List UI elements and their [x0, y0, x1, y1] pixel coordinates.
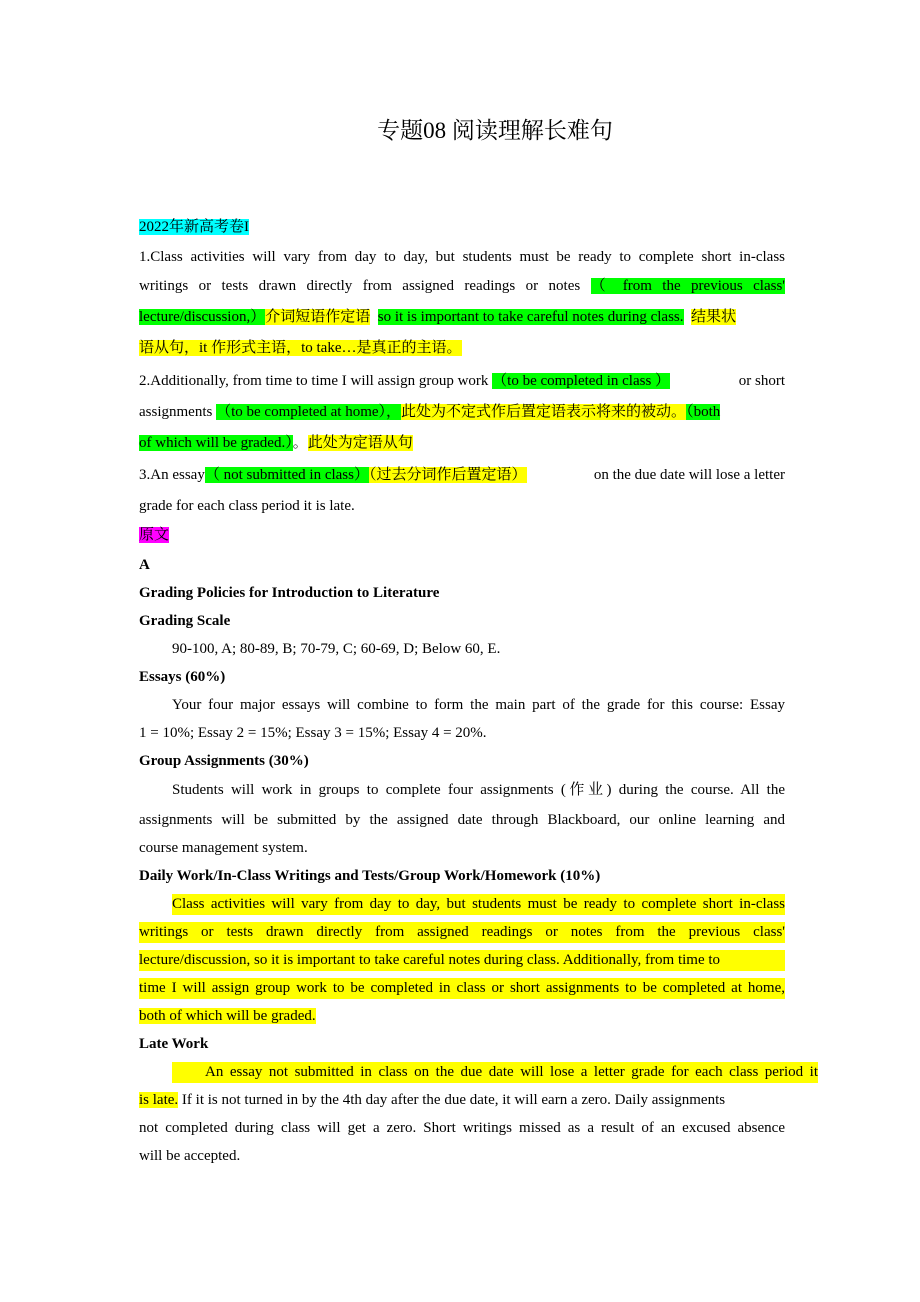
- annotation: 语从句，it 作形式主语，to take…是真正的主语。: [139, 340, 462, 356]
- original-label-text: 原文: [139, 527, 170, 543]
- paragraph-line: [139, 894, 785, 915]
- highlight: （ not submitted in class）: [204, 467, 369, 483]
- paragraph-line: [139, 950, 785, 971]
- text: 3.An essay: [139, 467, 205, 483]
- text: 。: [292, 435, 308, 451]
- annotation: （过去分词作后置定语）: [369, 467, 527, 483]
- original-label: [139, 525, 785, 546]
- paragraph-line: 1 = 10%; Essay 2 = 15%; Essay 3 = 15%; Essay 4 = 20%.: [139, 725, 487, 741]
- page-title: 专题08 阅读理解长难句: [377, 118, 613, 143]
- paragraph-line: An essay not submitted in class on the due date will lose a letter grade for each class period it: [172, 1062, 818, 1083]
- highlight: （both: [686, 404, 721, 420]
- paragraph-line: will be accepted.: [139, 1148, 241, 1164]
- highlight: （to be completed at home），: [216, 404, 402, 420]
- highlight: lecture/discussion, so it is important to take careful notes during class.: [139, 952, 560, 968]
- paragraph-line: Your four major essays will combine to form the main part of the grade for this course: Essay: [172, 697, 785, 713]
- text: or short: [738, 373, 785, 389]
- section-heading: Grading Scale: [139, 613, 231, 629]
- q3-line: [139, 465, 785, 486]
- paragraph-line: Students will work in groups to complete four assignments (作业) during the course. All the: [172, 782, 785, 798]
- paragraph-line: course management system.: [139, 840, 308, 856]
- passage-letter: A: [139, 557, 150, 573]
- paragraph-line: not completed during class will get a zero. Short writings missed as a result of an excused absence: [139, 1120, 785, 1136]
- exam-label: [139, 217, 785, 238]
- paragraph-line: time I will assign group work to be completed in class or short assignments to be completed at home,: [139, 978, 785, 999]
- section-heading: Group Assignments (30%): [139, 753, 309, 769]
- q1-line: [139, 338, 785, 359]
- exam-label-text: 2022年新高考卷I: [139, 219, 249, 235]
- text: If it is not turned in by the 4th day after the due date, it will earn a zero. Daily assignments: [181, 1092, 726, 1108]
- section-heading: Daily Work/In-Class Writings and Tests/Group Work/Homework (10%): [139, 868, 601, 884]
- section-heading: Late Work: [139, 1036, 209, 1052]
- annotation: 结果状: [691, 309, 737, 325]
- annotation: 此处为定语从句: [307, 435, 413, 451]
- highlight: is late.: [139, 1092, 179, 1108]
- text: 2.Additionally, from time to time I will assign group work: [139, 373, 493, 389]
- q2-line: [139, 371, 785, 392]
- q3-line: grade for each class period it is late.: [139, 498, 355, 514]
- text: assignments: [139, 404, 217, 420]
- passage-heading: Grading Policies for Introduction to Literature: [139, 585, 440, 601]
- paragraph-line: 90-100, A; 80-89, B; 70-79, C; 60-69, D; Below 60, E.: [172, 641, 501, 657]
- annotation: 此处为不定式作后置定语表示将来的被动。: [401, 404, 687, 420]
- highlight: so it is important to take careful notes during class.: [377, 309, 684, 325]
- text: on the due date will lose a letter: [593, 467, 785, 483]
- highlight: lecture/discussion,）: [139, 309, 266, 325]
- highlight: Class activities will vary from day to day, but students must be ready to complete short in-class: [172, 894, 785, 915]
- highlight: （to be completed in class ）: [492, 373, 671, 389]
- paragraph-line: [139, 1090, 785, 1111]
- q1-line: [139, 276, 785, 297]
- section-heading: Essays (60%): [139, 669, 226, 685]
- highlight: both of which will be graded.: [139, 1008, 316, 1024]
- paragraph-line: [139, 1006, 785, 1027]
- q1-line: [139, 307, 785, 328]
- highlight: （ from the previous class': [590, 278, 785, 294]
- q1-line: 1.Class activities will vary from day to day, but students must be ready to complete short in-class: [139, 249, 785, 265]
- q2-line: [139, 433, 785, 454]
- q2-line: [139, 402, 785, 423]
- text: writings or tests drawn directly from assigned readings or notes: [139, 278, 591, 294]
- highlight: of which will be graded.）: [139, 435, 293, 451]
- paragraph-line: assignments will be submitted by the assigned date through Blackboard, our online learning and: [139, 812, 785, 828]
- highlight: Additionally, from time to: [562, 952, 721, 968]
- paragraph-line: writings or tests drawn directly from assigned readings or notes from the previous class': [139, 922, 785, 943]
- annotation: 介词短语作定语: [265, 309, 371, 325]
